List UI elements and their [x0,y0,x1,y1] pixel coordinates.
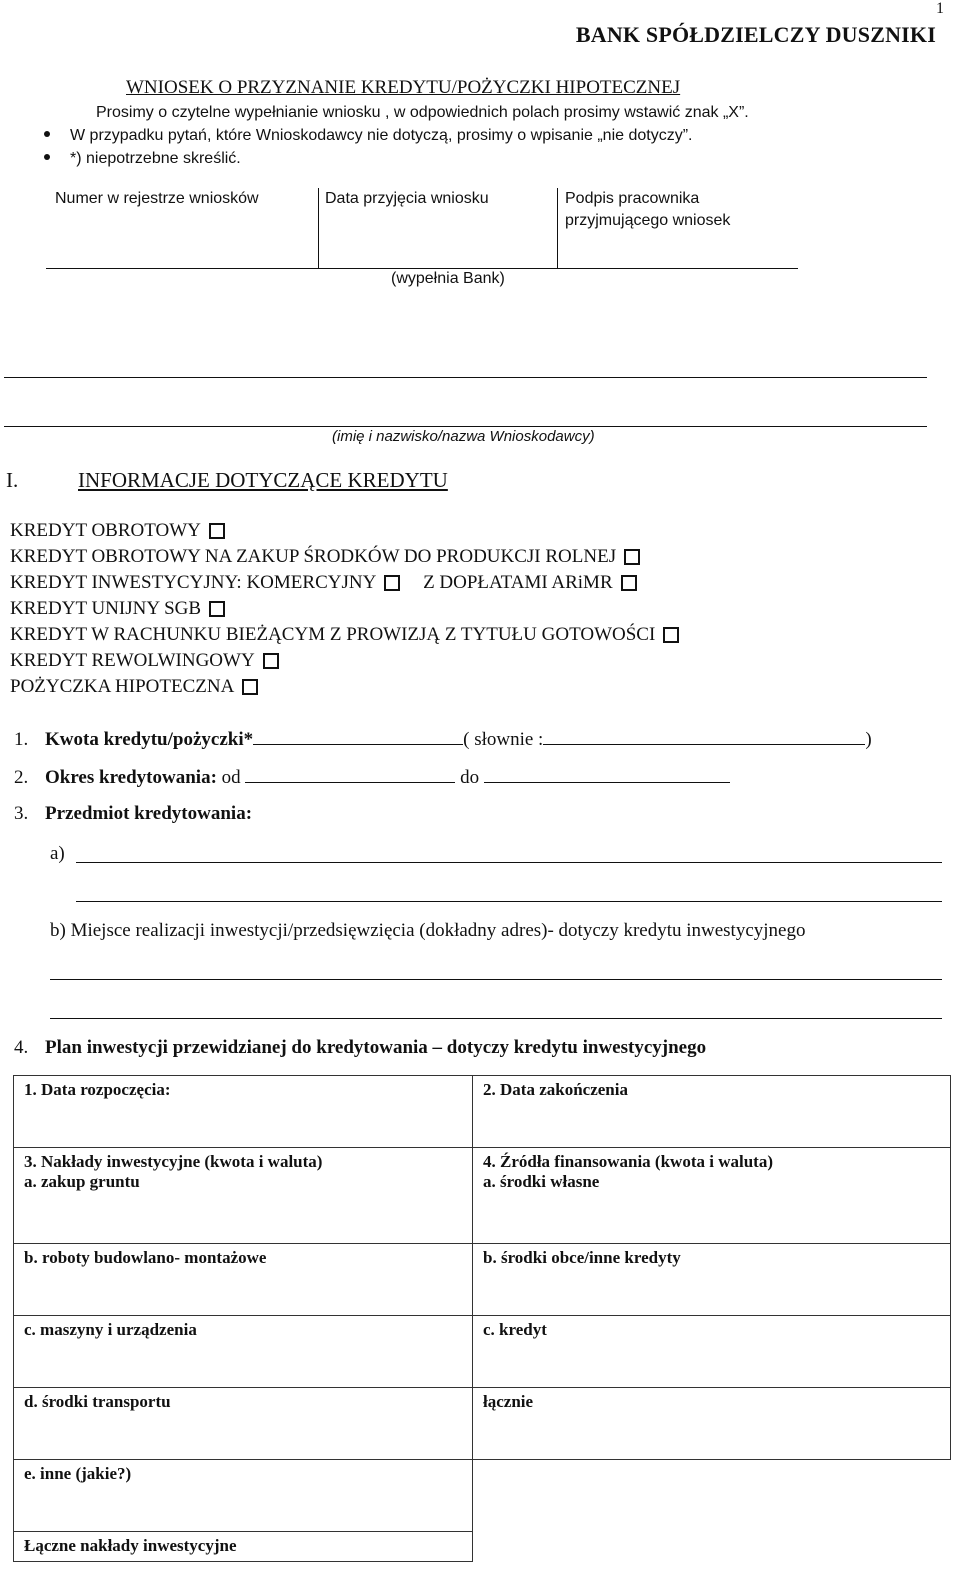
instruction-bullet-text: W przypadku pytań, które Wnioskodawcy nie dotyczą, prosimy o wpisanie „nie dotyczy”. [70,127,693,144]
bank-name: BANK SPÓŁDZIELCZY DUSZNIKI [575,22,936,47]
costs-header: 3. Nakłady inwestycyjne (kwota i waluta) [24,1152,323,1171]
form-title: WNIOSEK O PRZYZNANIE KREDYTU/POŻYCZKI HIPOTECZNEJ [126,77,681,98]
credit-option-rachunek [10,622,679,648]
loan-period-to-label: do [460,767,480,788]
investment-location-label: b) Miejsce realizacji inwestycji/przedsięwzięcia (dokładny adres)- dotyczy kredytu inwestycyjnego [50,920,806,941]
credit-option-hipoteczna [10,674,258,700]
table-cell[interactable] [473,1148,951,1244]
loan-period-from-label: od [221,767,241,788]
instruction-bullet-2 [44,150,241,168]
loan-amount-words-close: ) [865,729,872,750]
credit-label: KREDYT OBROTOWY NA ZAKUP ŚRODKÓW DO PRODUKCJI ROLNEJ [10,546,617,567]
table-cell[interactable] [14,1244,473,1316]
question-number: 3. [14,803,29,824]
loan-purpose-a [50,843,65,865]
costs-c-label: c. maszyny i urządzenia [24,1320,197,1339]
page-number: 1 [936,0,944,17]
question-4 [14,1037,706,1059]
investment-location-field[interactable] [50,979,942,980]
credit-option-unijny [10,596,225,622]
question-number: 4. [14,1037,29,1058]
credit-label: KREDYT W RACHUNKU BIEŻĄCYM Z PROWIZJĄ Z TYTUŁU GOTOWOŚCI [10,624,656,645]
table-cell[interactable] [14,1532,473,1562]
table-cell[interactable] [14,1388,473,1460]
costs-total-label: Łączne nakłady inwestycyjne [24,1536,237,1555]
sources-c-label: c. kredyt [483,1320,547,1339]
credit-label: KREDYT UNIJNY SGB [10,598,202,619]
start-date-label: 1. Data rozpoczęcia: [24,1080,171,1099]
loan-amount-field[interactable] [253,726,463,745]
instruction-line: Prosimy o czytelne wypełnianie wniosku , w odpowiednich polach prosimy wstawić znak „X”. [96,104,749,121]
instruction-bullet-text: *) niepotrzebne skreślić. [70,150,241,167]
credit-option-rewolwingowy [10,648,279,674]
filled-by-bank-label: (wypełnia Bank) [391,270,505,287]
investment-location-field-2[interactable] [50,1018,942,1019]
loan-period-label: Okres kredytowania: [45,767,217,788]
investment-plan-label: Plan inwestycji przewidzianej do kredytowania – dotyczy kredytu inwestycyjnego [45,1037,707,1058]
loan-amount-words-field[interactable] [543,726,865,745]
field-divider [557,188,558,268]
loan-amount-label: Kwota kredytu/pożyczki* [45,729,254,750]
table-cell[interactable] [14,1076,473,1148]
credit-label: KREDYT INWESTYCYJNY: KOMERCYJNY [10,572,377,593]
credit-option-obrotowy-rolny [10,544,640,570]
applicant-label: (imię i nazwisko/nazwa Wnioskodawcy) [332,428,595,445]
costs-b-label: b. roboty budowlano- montażowe [24,1248,267,1267]
credit-option-obrotowy [10,518,225,544]
date-received-label: Data przyjęcia wniosku [325,190,489,207]
sources-b-label: b. środki obce/inne kredyty [483,1248,681,1267]
checkbox-unijny[interactable] [209,601,225,617]
costs-a-label: a. zakup gruntu [24,1172,140,1191]
costs-d-label: d. środki transportu [24,1392,171,1411]
question-number: 1. [14,729,29,750]
loan-amount-words-label: ( słownie : [463,729,544,750]
sources-a-label: a. środki własne [483,1172,600,1191]
investment-plan-table [13,1075,951,1562]
credit-label: KREDYT REWOLWINGOWY [10,650,255,671]
loan-purpose-a-field[interactable] [76,862,942,863]
table-cell[interactable] [473,1076,951,1148]
table-cell[interactable] [14,1460,473,1532]
credit-label: Z DOPŁATAMI ARiMR [423,572,613,593]
employee-signature-label-2: przyjmującego wniosek [565,212,731,229]
table-cell[interactable] [473,1316,951,1388]
loan-period-to-field[interactable] [484,764,730,783]
table-cell[interactable] [14,1148,473,1244]
credit-option-inwestycyjny [10,570,637,596]
sources-total-label: łącznie [483,1392,534,1411]
loan-purpose-label: Przedmiot kredytowania: [45,803,253,824]
bullet-icon [44,154,50,160]
credit-label: POŻYCZKA HIPOTECZNA [10,676,235,697]
table-cell-empty [473,1532,951,1562]
checkbox-doplaty[interactable] [621,575,637,591]
checkbox-rachunek[interactable] [663,627,679,643]
employee-signature-label: Podpis pracownika [565,190,700,207]
checkbox-obrotowy-rolny[interactable] [624,549,640,565]
question-3 [14,803,252,825]
loan-period-from-field[interactable] [245,764,455,783]
question-1 [14,726,872,751]
question-2 [14,764,730,789]
table-cell[interactable] [473,1244,951,1316]
registry-number-label: Numer w rejestrze wniosków [55,190,259,207]
section-title: INFORMACJE DOTYCZĄCE KREDYTU [78,468,448,492]
sources-header: 4. Źródła finansowania (kwota i waluta) [483,1152,773,1171]
loan-purpose-a-field-2[interactable] [76,901,942,902]
field-divider [318,188,319,268]
question-number: 2. [14,767,29,788]
section-number: I. [6,468,19,492]
checkbox-obrotowy[interactable] [209,523,225,539]
loan-purpose-a-label: a) [50,843,65,864]
table-cell[interactable] [14,1316,473,1388]
instruction-bullet-1 [44,127,692,145]
table-cell[interactable] [473,1388,951,1460]
credit-label: KREDYT OBROTOWY [10,520,201,541]
costs-e-label: e. inne (jakie?) [24,1464,132,1483]
table-cell-empty [473,1460,951,1532]
bullet-icon [44,131,50,137]
checkbox-hipoteczna[interactable] [242,679,258,695]
checkbox-rewolwingowy[interactable] [263,653,279,669]
end-date-label: 2. Data zakończenia [483,1080,628,1099]
checkbox-komercyjny[interactable] [384,575,400,591]
bank-fields-underline [46,268,798,269]
applicant-name-line-2[interactable] [4,426,927,427]
applicant-name-line[interactable] [4,377,927,378]
